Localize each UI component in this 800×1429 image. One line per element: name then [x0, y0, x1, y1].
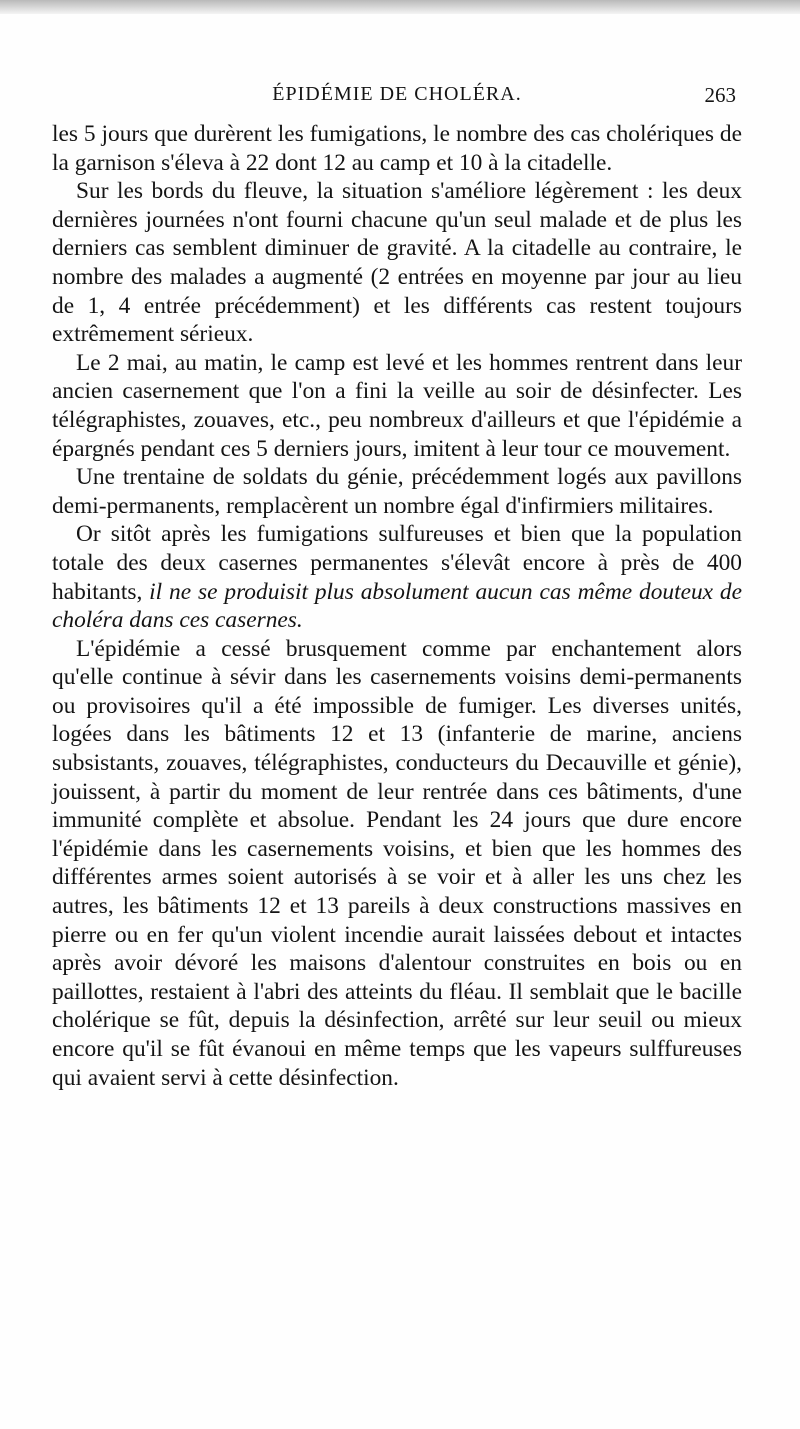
page-number: 263	[704, 83, 736, 107]
body-text	[52, 120, 742, 1092]
page-header	[52, 83, 742, 113]
paragraph-3: Le 2 mai, au matin, le camp est levé et les hommes rentrent dans leur ancien casernement que l'on a fini la veille au soir de désinfecter. Les télégraphistes, zouaves, etc., peu nombreux d'ailleurs et que l'épidémie a épargnés pendant ces 5 derniers jours, imitent à leur tour ce mouvement.	[52, 349, 742, 462]
paragraph-6: L'épidémie a cessé brusquement comme par enchantement alors qu'elle continue à sévir dans les casernements voisins demi-permanents ou provisoires qu'il a été impossible de fumiger. Les diverses unités, logées dans les bâtiments 12 et 13 (infanterie de marine, anciens subsistants, zouaves, télégraphistes, conducteurs du Decauville et génie), jouissent, à partir du moment de leur rentrée dans ces bâtiments, d'une immunité complète et absolue. Pendant les 24 jours que dure encore l'épidémie dans les casernements voisins, et bien que les hommes des différentes armes soient autorisés à se voir et à aller les uns chez les autres, les bâtiments 12 et 13 pareils à deux constructions massives en pierre ou en fer qu'un violent incendie aurait laissées debout et intactes après avoir dévoré les maisons d'alentour construites en bois ou en paillottes, restaient à l'abri des atteints du fléau. Il semblait que le bacille cholérique se fût, depuis la désinfection, arrêté sur leur seuil ou mieux encore qu'il se fût évanoui en même temps que les vapeurs sulffureuses qui avaient servi à cette désinfection.	[52, 635, 742, 1091]
scan-top-edge	[0, 0, 800, 14]
paragraph-2: Sur les bords du fleuve, la situation s'améliore légèrement : les deux dernières journées n'ont fourni chacune qu'un seul malade et de plus les derniers cas semblent diminuer de gravité. A la citadelle au contraire, le nombre des malades a augmenté (2 entrées en moyenne par jour au lieu de 1, 4 entrée précédemment) et les différents cas restent toujours extrêmement sérieux.	[52, 178, 742, 348]
paragraph-5	[52, 520, 742, 634]
paragraph-1: les 5 jours que durèrent les fumigations, le nombre des cas cholériques de la garnison s'éleva à 22 dont 12 au camp et 10 à la citadelle.	[52, 121, 742, 176]
paragraph-5-roman: Or sitôt après les fumigations sulfureuses et bien que la population totale des deux casernes permanentes s'élevât encore à près de 400 habitants,	[52, 521, 742, 605]
paragraph-5-italic: il ne se produisit plus absolument aucun cas même douteux de choléra dans ces casernes.	[52, 578, 742, 634]
running-title: ÉPIDÉMIE DE CHOLÉRA.	[272, 83, 522, 105]
paragraph-4: Une trentaine de soldats du génie, précédemment logés aux pavillons demi-permanents, remplacèrent un nombre égal d'infirmiers militaires.	[52, 464, 742, 519]
